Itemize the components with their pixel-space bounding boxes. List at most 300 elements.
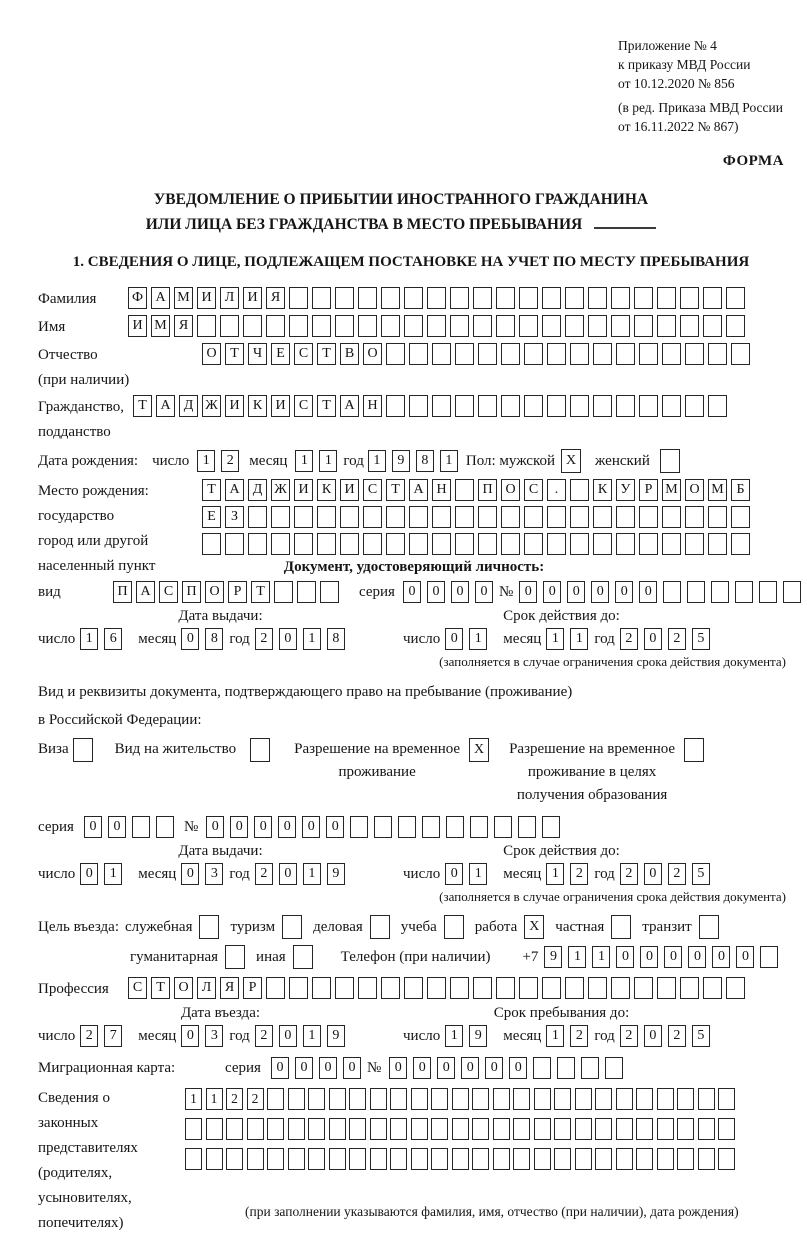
- char-cell[interactable]: 3: [205, 1025, 223, 1047]
- char-cell[interactable]: [593, 533, 612, 555]
- char-cell[interactable]: С: [294, 395, 313, 417]
- char-cell[interactable]: 1: [303, 1025, 321, 1047]
- char-cell[interactable]: Д: [179, 395, 198, 417]
- char-cell[interactable]: Ж: [271, 479, 290, 501]
- char-cell[interactable]: [472, 1148, 489, 1170]
- char-cell[interactable]: 5: [692, 1025, 710, 1047]
- char-cell[interactable]: [547, 533, 566, 555]
- char-cell[interactable]: Т: [386, 479, 405, 501]
- char-cell[interactable]: 0: [437, 1057, 455, 1079]
- char-cell[interactable]: 1: [303, 863, 321, 885]
- char-cell[interactable]: [411, 1118, 428, 1140]
- char-cell[interactable]: [374, 816, 392, 838]
- char-cell[interactable]: [473, 977, 492, 999]
- char-cell[interactable]: [386, 506, 405, 528]
- char-cell[interactable]: [501, 395, 520, 417]
- char-cell[interactable]: М: [151, 315, 170, 337]
- char-cell[interactable]: [312, 315, 331, 337]
- char-cell[interactable]: 1: [570, 628, 588, 650]
- char-cell[interactable]: 1: [185, 1088, 202, 1110]
- char-cell[interactable]: 2: [570, 863, 588, 885]
- char-cell[interactable]: [501, 506, 520, 528]
- char-cell[interactable]: [266, 315, 285, 337]
- char-cell[interactable]: 1: [80, 628, 98, 650]
- char-cell[interactable]: [432, 506, 451, 528]
- purpose-work-checkbox[interactable]: X: [524, 915, 544, 939]
- char-cell[interactable]: [557, 1057, 575, 1079]
- char-cell[interactable]: [450, 977, 469, 999]
- char-cell[interactable]: [570, 343, 589, 365]
- char-cell[interactable]: [335, 287, 354, 309]
- char-cell[interactable]: П: [478, 479, 497, 501]
- char-cell[interactable]: Р: [243, 977, 262, 999]
- char-cell[interactable]: К: [248, 395, 267, 417]
- purpose-private-checkbox[interactable]: [611, 915, 631, 939]
- char-cell[interactable]: [718, 1088, 735, 1110]
- char-cell[interactable]: [731, 533, 750, 555]
- char-cell[interactable]: [493, 1118, 510, 1140]
- char-cell[interactable]: С: [363, 479, 382, 501]
- char-cell[interactable]: [501, 533, 520, 555]
- char-cell[interactable]: [698, 1148, 715, 1170]
- char-cell[interactable]: [616, 533, 635, 555]
- char-cell[interactable]: [329, 1148, 346, 1170]
- char-cell[interactable]: [432, 395, 451, 417]
- char-cell[interactable]: [496, 315, 515, 337]
- char-cell[interactable]: [363, 533, 382, 555]
- char-cell[interactable]: К: [593, 479, 612, 501]
- char-cell[interactable]: 0: [664, 946, 682, 968]
- char-cell[interactable]: [593, 395, 612, 417]
- char-cell[interactable]: 0: [712, 946, 730, 968]
- char-cell[interactable]: [703, 315, 722, 337]
- char-cell[interactable]: 3: [205, 863, 223, 885]
- char-cell[interactable]: [616, 1088, 633, 1110]
- char-cell[interactable]: Е: [271, 343, 290, 365]
- temp-residence-education-checkbox[interactable]: [684, 738, 704, 762]
- char-cell[interactable]: 0: [181, 863, 199, 885]
- char-cell[interactable]: [519, 287, 538, 309]
- char-cell[interactable]: [726, 315, 745, 337]
- char-cell[interactable]: [680, 315, 699, 337]
- char-cell[interactable]: [616, 1148, 633, 1170]
- char-cell[interactable]: Я: [174, 315, 193, 337]
- char-cell[interactable]: [274, 581, 293, 603]
- char-cell[interactable]: [349, 1148, 366, 1170]
- char-cell[interactable]: 2: [668, 863, 686, 885]
- char-cell[interactable]: Е: [202, 506, 221, 528]
- char-cell[interactable]: Т: [317, 343, 336, 365]
- char-cell[interactable]: [575, 1148, 592, 1170]
- char-cell[interactable]: 0: [326, 816, 344, 838]
- char-cell[interactable]: 0: [644, 1025, 662, 1047]
- char-cell[interactable]: [593, 506, 612, 528]
- char-cell[interactable]: [431, 1148, 448, 1170]
- char-cell[interactable]: [478, 343, 497, 365]
- char-cell[interactable]: [611, 287, 630, 309]
- char-cell[interactable]: [726, 287, 745, 309]
- char-cell[interactable]: 0: [181, 1025, 199, 1047]
- char-cell[interactable]: [547, 506, 566, 528]
- char-cell[interactable]: [381, 977, 400, 999]
- char-cell[interactable]: [657, 1148, 674, 1170]
- char-cell[interactable]: [197, 315, 216, 337]
- char-cell[interactable]: [363, 506, 382, 528]
- char-cell[interactable]: Т: [133, 395, 152, 417]
- char-cell[interactable]: [616, 506, 635, 528]
- char-cell[interactable]: [547, 343, 566, 365]
- char-cell[interactable]: [297, 581, 316, 603]
- char-cell[interactable]: 6: [104, 628, 122, 650]
- char-cell[interactable]: [248, 533, 267, 555]
- char-cell[interactable]: [639, 395, 658, 417]
- char-cell[interactable]: [450, 315, 469, 337]
- char-cell[interactable]: 1: [295, 450, 313, 472]
- char-cell[interactable]: 0: [84, 816, 102, 838]
- char-cell[interactable]: [432, 343, 451, 365]
- char-cell[interactable]: 1: [303, 628, 321, 650]
- char-cell[interactable]: [524, 343, 543, 365]
- char-cell[interactable]: [470, 816, 488, 838]
- char-cell[interactable]: [634, 315, 653, 337]
- char-cell[interactable]: [386, 343, 405, 365]
- char-cell[interactable]: Л: [197, 977, 216, 999]
- char-cell[interactable]: [547, 395, 566, 417]
- char-cell[interactable]: [308, 1118, 325, 1140]
- purpose-business-checkbox[interactable]: [199, 915, 219, 939]
- char-cell[interactable]: 0: [389, 1057, 407, 1079]
- char-cell[interactable]: 1: [440, 450, 458, 472]
- sex-female-checkbox[interactable]: [660, 449, 680, 473]
- char-cell[interactable]: П: [113, 581, 132, 603]
- char-cell[interactable]: [542, 977, 561, 999]
- char-cell[interactable]: [570, 395, 589, 417]
- visa-checkbox[interactable]: [73, 738, 93, 762]
- char-cell[interactable]: С: [128, 977, 147, 999]
- char-cell[interactable]: [519, 977, 538, 999]
- char-cell[interactable]: [534, 1148, 551, 1170]
- char-cell[interactable]: [381, 315, 400, 337]
- char-cell[interactable]: [636, 1088, 653, 1110]
- char-cell[interactable]: [427, 315, 446, 337]
- purpose-tourism-checkbox[interactable]: [282, 915, 302, 939]
- char-cell[interactable]: [759, 581, 777, 603]
- char-cell[interactable]: [398, 816, 416, 838]
- char-cell[interactable]: 0: [80, 863, 98, 885]
- char-cell[interactable]: [340, 533, 359, 555]
- char-cell[interactable]: 2: [255, 628, 273, 650]
- char-cell[interactable]: Л: [220, 287, 239, 309]
- char-cell[interactable]: [698, 1118, 715, 1140]
- char-cell[interactable]: [513, 1088, 530, 1110]
- char-cell[interactable]: Т: [202, 479, 221, 501]
- char-cell[interactable]: 1: [368, 450, 386, 472]
- char-cell[interactable]: [595, 1118, 612, 1140]
- char-cell[interactable]: [639, 343, 658, 365]
- temp-residence-checkbox[interactable]: X: [469, 738, 489, 762]
- char-cell[interactable]: А: [136, 581, 155, 603]
- char-cell[interactable]: [358, 977, 377, 999]
- char-cell[interactable]: Т: [251, 581, 270, 603]
- char-cell[interactable]: [349, 1118, 366, 1140]
- char-cell[interactable]: [496, 287, 515, 309]
- char-cell[interactable]: [657, 287, 676, 309]
- char-cell[interactable]: 0: [403, 581, 421, 603]
- char-cell[interactable]: И: [294, 479, 313, 501]
- char-cell[interactable]: [677, 1088, 694, 1110]
- char-cell[interactable]: Д: [248, 479, 267, 501]
- char-cell[interactable]: [455, 479, 474, 501]
- char-cell[interactable]: [288, 1118, 305, 1140]
- char-cell[interactable]: [308, 1088, 325, 1110]
- char-cell[interactable]: [247, 1148, 264, 1170]
- char-cell[interactable]: А: [409, 479, 428, 501]
- char-cell[interactable]: [411, 1088, 428, 1110]
- char-cell[interactable]: [611, 315, 630, 337]
- char-cell[interactable]: [308, 1148, 325, 1170]
- char-cell[interactable]: [519, 315, 538, 337]
- char-cell[interactable]: Б: [731, 479, 750, 501]
- char-cell[interactable]: [289, 315, 308, 337]
- char-cell[interactable]: [267, 1148, 284, 1170]
- char-cell[interactable]: Ч: [248, 343, 267, 365]
- char-cell[interactable]: 2: [620, 628, 638, 650]
- char-cell[interactable]: [329, 1088, 346, 1110]
- char-cell[interactable]: [455, 343, 474, 365]
- purpose-study-checkbox[interactable]: [444, 915, 464, 939]
- char-cell[interactable]: А: [151, 287, 170, 309]
- char-cell[interactable]: 0: [509, 1057, 527, 1079]
- char-cell[interactable]: [533, 1057, 551, 1079]
- char-cell[interactable]: [404, 287, 423, 309]
- char-cell[interactable]: [493, 1088, 510, 1110]
- char-cell[interactable]: 2: [255, 1025, 273, 1047]
- residence-permit-checkbox[interactable]: [250, 738, 270, 762]
- char-cell[interactable]: 0: [279, 1025, 297, 1047]
- char-cell[interactable]: [312, 977, 331, 999]
- char-cell[interactable]: О: [205, 581, 224, 603]
- char-cell[interactable]: 1: [469, 863, 487, 885]
- char-cell[interactable]: [760, 946, 778, 968]
- char-cell[interactable]: 7: [104, 1025, 122, 1047]
- char-cell[interactable]: [595, 1148, 612, 1170]
- char-cell[interactable]: [595, 1088, 612, 1110]
- char-cell[interactable]: Ф: [128, 287, 147, 309]
- char-cell[interactable]: М: [662, 479, 681, 501]
- char-cell[interactable]: 2: [226, 1088, 243, 1110]
- char-cell[interactable]: 0: [278, 816, 296, 838]
- char-cell[interactable]: Я: [220, 977, 239, 999]
- char-cell[interactable]: 0: [519, 581, 537, 603]
- char-cell[interactable]: Т: [151, 977, 170, 999]
- char-cell[interactable]: А: [340, 395, 359, 417]
- char-cell[interactable]: [636, 1148, 653, 1170]
- char-cell[interactable]: [381, 287, 400, 309]
- char-cell[interactable]: [513, 1148, 530, 1170]
- char-cell[interactable]: [288, 1148, 305, 1170]
- char-cell[interactable]: [534, 1088, 551, 1110]
- char-cell[interactable]: 8: [416, 450, 434, 472]
- char-cell[interactable]: 9: [469, 1025, 487, 1047]
- char-cell[interactable]: 0: [295, 1057, 313, 1079]
- char-cell[interactable]: [349, 1088, 366, 1110]
- char-cell[interactable]: 1: [546, 1025, 564, 1047]
- char-cell[interactable]: [446, 816, 464, 838]
- char-cell[interactable]: [687, 581, 705, 603]
- char-cell[interactable]: [588, 287, 607, 309]
- char-cell[interactable]: [639, 533, 658, 555]
- char-cell[interactable]: И: [271, 395, 290, 417]
- char-cell[interactable]: [473, 315, 492, 337]
- sex-male-checkbox[interactable]: X: [561, 449, 581, 473]
- char-cell[interactable]: [452, 1148, 469, 1170]
- char-cell[interactable]: С: [294, 343, 313, 365]
- char-cell[interactable]: 1: [568, 946, 586, 968]
- char-cell[interactable]: [271, 533, 290, 555]
- char-cell[interactable]: 0: [343, 1057, 361, 1079]
- char-cell[interactable]: 0: [451, 581, 469, 603]
- char-cell[interactable]: [317, 506, 336, 528]
- char-cell[interactable]: [358, 315, 377, 337]
- char-cell[interactable]: [731, 343, 750, 365]
- char-cell[interactable]: 0: [616, 946, 634, 968]
- char-cell[interactable]: [427, 977, 446, 999]
- char-cell[interactable]: [335, 315, 354, 337]
- char-cell[interactable]: 9: [544, 946, 562, 968]
- char-cell[interactable]: [542, 287, 561, 309]
- char-cell[interactable]: [472, 1118, 489, 1140]
- char-cell[interactable]: 9: [327, 1025, 345, 1047]
- char-cell[interactable]: [663, 581, 681, 603]
- char-cell[interactable]: 2: [80, 1025, 98, 1047]
- char-cell[interactable]: [708, 343, 727, 365]
- char-cell[interactable]: [409, 506, 428, 528]
- char-cell[interactable]: О: [174, 977, 193, 999]
- char-cell[interactable]: .: [547, 479, 566, 501]
- char-cell[interactable]: У: [616, 479, 635, 501]
- char-cell[interactable]: 0: [615, 581, 633, 603]
- char-cell[interactable]: [639, 506, 658, 528]
- char-cell[interactable]: [132, 816, 150, 838]
- char-cell[interactable]: И: [225, 395, 244, 417]
- char-cell[interactable]: Ж: [202, 395, 221, 417]
- char-cell[interactable]: 0: [736, 946, 754, 968]
- char-cell[interactable]: О: [363, 343, 382, 365]
- char-cell[interactable]: [657, 315, 676, 337]
- char-cell[interactable]: [473, 287, 492, 309]
- char-cell[interactable]: [370, 1118, 387, 1140]
- char-cell[interactable]: 2: [255, 863, 273, 885]
- char-cell[interactable]: 9: [392, 450, 410, 472]
- char-cell[interactable]: [657, 1118, 674, 1140]
- char-cell[interactable]: 1: [546, 628, 564, 650]
- char-cell[interactable]: 0: [181, 628, 199, 650]
- char-cell[interactable]: [294, 506, 313, 528]
- char-cell[interactable]: Н: [363, 395, 382, 417]
- char-cell[interactable]: Я: [266, 287, 285, 309]
- char-cell[interactable]: [478, 533, 497, 555]
- char-cell[interactable]: 0: [688, 946, 706, 968]
- char-cell[interactable]: [226, 1118, 243, 1140]
- char-cell[interactable]: [718, 1118, 735, 1140]
- char-cell[interactable]: [534, 1118, 551, 1140]
- char-cell[interactable]: 1: [546, 863, 564, 885]
- char-cell[interactable]: [570, 533, 589, 555]
- char-cell[interactable]: [731, 506, 750, 528]
- char-cell[interactable]: С: [159, 581, 178, 603]
- char-cell[interactable]: [524, 506, 543, 528]
- char-cell[interactable]: 0: [279, 628, 297, 650]
- char-cell[interactable]: [185, 1118, 202, 1140]
- char-cell[interactable]: [605, 1057, 623, 1079]
- char-cell[interactable]: [685, 343, 704, 365]
- char-cell[interactable]: [708, 533, 727, 555]
- char-cell[interactable]: [390, 1088, 407, 1110]
- char-cell[interactable]: 2: [620, 1025, 638, 1047]
- char-cell[interactable]: [450, 287, 469, 309]
- char-cell[interactable]: [588, 977, 607, 999]
- char-cell[interactable]: М: [708, 479, 727, 501]
- purpose-commercial-checkbox[interactable]: [370, 915, 390, 939]
- char-cell[interactable]: [390, 1148, 407, 1170]
- char-cell[interactable]: [243, 315, 262, 337]
- char-cell[interactable]: 0: [591, 581, 609, 603]
- char-cell[interactable]: [156, 816, 174, 838]
- char-cell[interactable]: [611, 977, 630, 999]
- char-cell[interactable]: [335, 977, 354, 999]
- char-cell[interactable]: [404, 977, 423, 999]
- char-cell[interactable]: [431, 1088, 448, 1110]
- char-cell[interactable]: [708, 506, 727, 528]
- char-cell[interactable]: [358, 287, 377, 309]
- char-cell[interactable]: [432, 533, 451, 555]
- char-cell[interactable]: 0: [445, 628, 463, 650]
- char-cell[interactable]: [570, 506, 589, 528]
- char-cell[interactable]: [565, 977, 584, 999]
- char-cell[interactable]: [455, 506, 474, 528]
- char-cell[interactable]: И: [128, 315, 147, 337]
- char-cell[interactable]: 0: [230, 816, 248, 838]
- char-cell[interactable]: 2: [668, 1025, 686, 1047]
- char-cell[interactable]: 0: [461, 1057, 479, 1079]
- char-cell[interactable]: [711, 581, 729, 603]
- char-cell[interactable]: [370, 1148, 387, 1170]
- char-cell[interactable]: [247, 1118, 264, 1140]
- char-cell[interactable]: И: [243, 287, 262, 309]
- char-cell[interactable]: [431, 1118, 448, 1140]
- char-cell[interactable]: Н: [432, 479, 451, 501]
- char-cell[interactable]: И: [197, 287, 216, 309]
- char-cell[interactable]: 1: [319, 450, 337, 472]
- char-cell[interactable]: 2: [221, 450, 239, 472]
- char-cell[interactable]: [266, 977, 285, 999]
- char-cell[interactable]: [783, 581, 801, 603]
- char-cell[interactable]: 0: [319, 1057, 337, 1079]
- char-cell[interactable]: [616, 343, 635, 365]
- char-cell[interactable]: [554, 1118, 571, 1140]
- char-cell[interactable]: [708, 395, 727, 417]
- char-cell[interactable]: [409, 395, 428, 417]
- char-cell[interactable]: К: [317, 479, 336, 501]
- char-cell[interactable]: [662, 533, 681, 555]
- char-cell[interactable]: 0: [644, 863, 662, 885]
- char-cell[interactable]: 1: [592, 946, 610, 968]
- char-cell[interactable]: [267, 1118, 284, 1140]
- purpose-humanitarian-checkbox[interactable]: [225, 945, 245, 969]
- char-cell[interactable]: [726, 977, 745, 999]
- char-cell[interactable]: Р: [228, 581, 247, 603]
- char-cell[interactable]: [554, 1088, 571, 1110]
